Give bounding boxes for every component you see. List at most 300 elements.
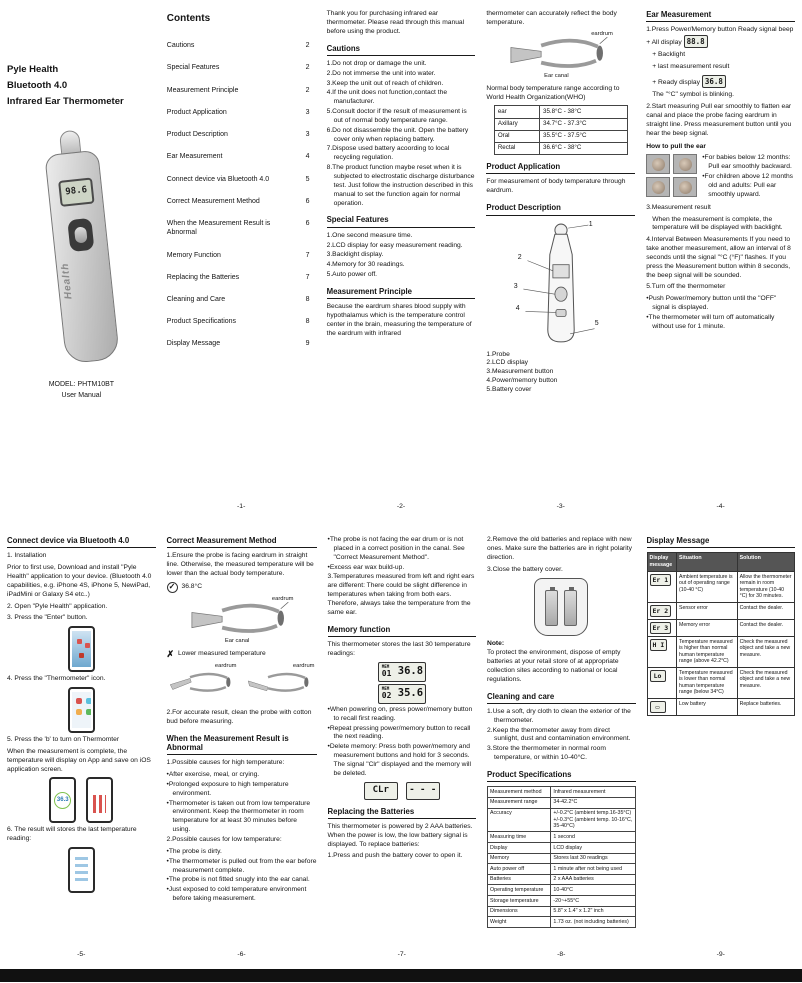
app-screenshot-row — [7, 847, 156, 893]
page-number: -1- — [237, 503, 246, 511]
display-message-row — [647, 619, 795, 636]
contents-title: Contents — [166, 13, 211, 24]
replace-step3-text: 3.Close the battery cover. — [487, 565, 563, 573]
spec-row — [488, 885, 636, 896]
eardrum-label: eardrum — [214, 662, 237, 669]
spec-row — [488, 808, 636, 832]
spec-value: 1 second — [551, 832, 635, 843]
spec-key: Measurement range — [488, 797, 551, 808]
intro-text: Thank you for purchasing infrared ear thermometer. Please read through this manual before using the product. — [326, 10, 465, 35]
spec-row — [488, 896, 636, 907]
step1-backlight: + Backlight — [652, 51, 686, 59]
memory-lcd — [378, 662, 426, 682]
pull-ear-photo — [646, 154, 670, 174]
situation-cell: Temperature measured is lower than normal human temperature range (below 34°C) — [677, 667, 738, 698]
spec-key: Operating temperature — [488, 885, 551, 896]
pull-ear-photos — [646, 154, 697, 200]
measurement-principle-heading: Measurement Principle — [327, 287, 476, 299]
callout-1: 1 — [588, 220, 593, 228]
battery-compartment — [534, 578, 588, 636]
app-chart-screen — [90, 782, 109, 818]
toc-item-label: Product Specifications — [166, 318, 237, 326]
temperature-row — [494, 106, 627, 118]
low-cause-item: • Excess ear wax build-up. — [328, 564, 477, 573]
correct-method-heading: Correct Measurement Method — [167, 536, 317, 548]
page-number: -9- — [716, 951, 725, 959]
replace-intro-text: This thermometer is powered by 2 AAA batteries. When the power is low, the low battery signal is displayed. To replace batteries: — [327, 822, 473, 848]
measurement-site: ear — [494, 106, 539, 118]
high-cause-item: • Prolonged exposure to high temperature environment. — [167, 781, 317, 799]
manual-pages-bottom-row — [7, 536, 795, 960]
special-features-heading: Special Features — [327, 215, 476, 227]
toc-item-label: Replacing the Batteries — [166, 273, 240, 281]
solution-cell: Replace batteries. — [737, 698, 794, 715]
step5-item: • The thermometer will turn off automatically without use for 1 minute. — [646, 314, 795, 332]
model-block — [7, 380, 156, 401]
lcd-error-code: H I — [650, 639, 668, 651]
caution-item: 7.Dispose used battery acoording to local recycling regulation. — [326, 145, 450, 162]
result-store-text: 6. The result will stores the last temperature reading: — [7, 826, 137, 843]
pull-ear-photo — [673, 177, 697, 197]
pull-ear-photo — [646, 177, 670, 197]
display-message-row — [647, 667, 795, 698]
part-item: 5.Battery cover — [486, 385, 532, 393]
parts-list — [486, 351, 635, 395]
memory-value: 36.8 — [397, 664, 424, 677]
lcd-error-code: Er 1 — [650, 574, 672, 586]
spec-key: Accuracy — [488, 808, 551, 832]
col-display-message: Display message — [647, 553, 677, 571]
pull-ear-instruction: • For children above 12 months old and adults: Pull ear smoothly upward. — [702, 173, 795, 200]
toc-item-label: Correct Measurement Method — [166, 197, 260, 205]
col-situation: Situation — [677, 553, 738, 571]
toc-item-label: Display Message — [166, 340, 221, 348]
toc-item-page: 7 — [305, 251, 310, 259]
toc-item — [167, 108, 316, 117]
solution-cell: Allow the thermometer remain in room temperature (10-40 °C) for 30 minutes. — [737, 571, 794, 602]
pull-ear-section — [646, 154, 795, 200]
memory-instructions — [328, 706, 477, 779]
cover-title-line: Pyle Health — [7, 64, 59, 75]
product-application-text: For measurement of body temperature through eardrum. — [486, 178, 626, 195]
cleaning-item: 2.Keep the thermometer away from direct sunlight, dust and contamination environment. — [487, 726, 631, 743]
temperature-range: 35.8°C - 38°C — [540, 106, 628, 118]
ear-canal-label: Ear canal — [544, 73, 569, 80]
pull-ear-photo — [673, 154, 697, 174]
method-step2-text: 2.For accurate result, clean the probe with cotton bud before measuring. — [166, 708, 312, 725]
lower-measured-label: Lower measured temperature — [178, 649, 266, 657]
battery-replacement-diagram — [534, 578, 588, 636]
replace-step2-text: 2.Remove the old batteries and replace with new ones. Make sure the batteries are in right polarity direction. — [487, 536, 632, 561]
page-number: -7- — [397, 951, 406, 959]
toc-item-label: Special Features — [166, 64, 220, 72]
step3-text: When the measurement is complete, the temperature will be displayed with backlight. — [652, 215, 783, 232]
spec-row — [488, 797, 636, 808]
app-enter-screen — [72, 631, 91, 667]
ear-canal-label: Ear canal — [224, 638, 250, 645]
memory-value: 35.6 — [397, 686, 424, 699]
low-cause-item: • The thermometer is pulled out from the ear before measurement complete. — [167, 858, 317, 876]
memory-intro-text: This thermometer stores the last 30 temperature readings: — [327, 640, 471, 657]
toc-item-page: 2 — [305, 64, 310, 72]
page-2 — [327, 10, 476, 512]
display-message-header-row — [647, 553, 795, 571]
measurement-button-photo — [68, 218, 95, 252]
toc-item-label: Cleaning and Care — [166, 296, 226, 303]
scan-edge-bar — [0, 969, 802, 982]
installation-text: Prior to first use, Download and install "Pyle Health" application to your device. (Bluetooth 4.0 capabilities, e.g. iPhone 4S, iPhone 5, NewiPad, iPadMini or Galaxy S4 etc..) — [7, 564, 152, 598]
toc-item — [167, 317, 316, 326]
part-item: 4.Power/memory button — [486, 377, 558, 385]
toc-item-page: 4 — [305, 153, 310, 161]
phone-screenshot-enter — [68, 626, 95, 672]
situation-cell: Low battery — [677, 698, 738, 715]
toc-item-label: Product Description — [166, 131, 228, 139]
solution-cell: Check the measured object and take a new measure. — [737, 636, 794, 667]
app-screenshot-row — [7, 687, 156, 733]
thermometer-body — [45, 150, 121, 364]
product-application-heading: Product Application — [486, 162, 635, 174]
toc-item-label: Ear Measurement — [166, 153, 223, 161]
callout-3: 3 — [513, 282, 518, 290]
app-temperature-value: 36.3 — [54, 792, 71, 809]
spec-key: Batteries — [488, 874, 551, 885]
product-description-heading: Product Description — [486, 203, 635, 215]
principle-text: Because the eardrum shares blood supply with hypothalamus which is the temperature control center in the brain, measuring the temperature of the eardrum with infrared — [326, 303, 472, 337]
abnormal-result-heading: When the Measurement Result is Abnormal — [167, 734, 317, 756]
aaa-battery — [545, 590, 558, 626]
lcd-error-code: Er 2 — [650, 605, 672, 617]
spec-key: Weight — [488, 917, 551, 928]
replacing-batteries-heading: Replacing the Batteries — [328, 807, 477, 819]
toc-item-page: 7 — [305, 273, 310, 281]
spec-row — [488, 864, 636, 875]
cleared-lcd: - - - — [406, 782, 440, 800]
spec-key: Auto power off — [488, 864, 551, 875]
incorrect-position-diagram — [169, 664, 237, 704]
spec-value: 34-42.2°C — [551, 797, 635, 808]
temperature-range: 35.5°C - 37.5°C — [540, 130, 628, 142]
page-5-bluetooth — [7, 536, 156, 960]
toc-item-page: 8 — [305, 318, 310, 326]
thermometer-lcd — [58, 178, 95, 207]
caution-item: 5.Consult doctor if the result of measurement is out of normal body temperature range. — [326, 108, 467, 124]
spec-value: 5.8" x 1.4" x 1.2" inch — [551, 906, 635, 917]
eardrum-diagram — [509, 32, 613, 80]
page-8-care-specs — [487, 536, 636, 960]
pull-ear-instruction: • For babies below 12 months: Pull ear smoothly backward. — [702, 154, 795, 172]
page-number: -5- — [77, 951, 86, 959]
pull-ear-instructions — [702, 154, 795, 200]
toc-item-page: 6 — [305, 220, 310, 228]
cleaning-item: 1.Use a soft, dry cloth to clean the exterior of the thermometer. — [487, 707, 631, 724]
cover-title-line: Infrared Ear Thermometer — [7, 96, 124, 108]
display-message-row — [647, 602, 795, 619]
temperature-row — [494, 130, 627, 142]
toc-item-label: Memory Function — [166, 251, 221, 259]
ear-measurement-heading: Ear Measurement — [646, 10, 795, 22]
spec-row — [488, 906, 636, 917]
step1-ready-display: + Ready display — [652, 79, 700, 87]
principle-continued-text: thermometer can accurately reflect the body temperature. — [486, 10, 617, 26]
feature-item: 3.Backlight display. — [326, 251, 384, 259]
solution-cell: Check the measured object and take a new measure. — [737, 667, 794, 698]
step4-text: 4.Interval Between Measurements If you need to take another measurement, allow an interval of 8 seconds until the signal "°C (°F)" flashes. If you press the Measurement button within 8 seconds, the beep signal will be sounded. — [646, 236, 791, 279]
measurement-site: Axillary — [494, 118, 539, 130]
toc-item — [167, 251, 316, 260]
spec-value: 1 minute after not being used — [551, 864, 635, 875]
feature-item: 2.LCD display for easy measurement reading. — [326, 241, 463, 249]
pull-ear-subheading: How to pull the ear — [646, 142, 707, 150]
spec-value: LCD display — [551, 843, 635, 854]
temperature-row — [494, 118, 627, 130]
spec-row — [488, 843, 636, 854]
situation-cell: Ambient temperature is out of operating range (10-40 °C) — [677, 571, 738, 602]
spec-value: +/-0.2°C (ambient temp.16-35°C) +/-0.3°C (ambient temp. 10-16°C, 35-40°C) — [551, 808, 635, 832]
callout-2: 2 — [517, 253, 522, 261]
enter-button-text: 3. Press the "Enter" button. — [7, 614, 88, 622]
toc-item-page: 3 — [305, 108, 310, 116]
memory-index: 01 — [381, 669, 392, 679]
app-screenshot-row — [7, 626, 156, 672]
page-number: -3- — [556, 503, 565, 511]
power-on-text-2: When the measurement is complete, the temperature will display on App and save on iOS application screen. — [7, 747, 151, 773]
method-step1-text: 1.Ensure the probe is facing eardrum in straight line. Otherwise, the measured temperature will be lower than the actual body temperature. — [166, 552, 314, 578]
toc-item — [167, 63, 316, 72]
low-causes-continued — [328, 536, 477, 572]
display-message-table — [647, 552, 796, 716]
lcd-error-code: Lo — [650, 670, 666, 682]
spec-value: Stores last 30 readings — [551, 853, 635, 864]
page-6-method — [167, 536, 317, 960]
spec-row — [488, 787, 636, 798]
phone-screenshot-history — [68, 847, 95, 893]
page-number: -2- — [396, 503, 406, 511]
solution-cell: Contact the dealer. — [737, 619, 794, 636]
situation-cell: Sensor error — [677, 602, 738, 619]
check-icon: ✓ — [167, 582, 178, 593]
spec-value: 10-40°C — [551, 885, 635, 896]
step5-list — [646, 295, 795, 331]
temperature-row — [494, 142, 627, 154]
lcd-all-segments-icon: 88.8 — [684, 35, 708, 48]
solution-cell: Contact the dealer. — [737, 602, 794, 619]
caution-item: 1.Do not drop or damage the unit. — [326, 59, 427, 67]
toc-item — [167, 219, 316, 237]
low-cause-item: • Just exposed to cold temperature environment before taking measurement. — [167, 886, 317, 904]
left-right-difference-text: 3.Temperatures measured from left and right ears are different: There could be slight difference in temperatures when taking from both ears. Therefore, always take the temperature from the same ear. — [327, 573, 475, 616]
who-temperature-table — [494, 105, 628, 155]
cover-page — [7, 10, 156, 512]
low-cause-item: • The probe is not fitted snugly into the ear canal. — [167, 876, 317, 885]
spec-key: Display — [488, 843, 551, 854]
toc-item-label: Product Application — [166, 108, 227, 116]
memory-function-heading: Memory function — [328, 625, 477, 637]
feature-item: 1.One second measure time. — [326, 231, 413, 239]
col-solution: Solution — [737, 553, 794, 571]
replace-step1-text: 1.Press and push the battery cover to open it. — [327, 852, 463, 860]
aaa-battery — [564, 590, 577, 626]
toc-item — [167, 130, 316, 139]
memory-instruction: • Repeat pressing power/memory button to recall the next reading. — [328, 725, 477, 743]
incorrect-position-diagram — [247, 664, 315, 704]
clear-memory-displays — [328, 782, 477, 800]
spec-value: Infrared measurement — [551, 787, 635, 798]
specifications-table — [487, 786, 636, 928]
installation-title: 1. Installation — [7, 552, 47, 560]
cautions-list — [327, 60, 476, 209]
who-range-text: Normal body temperature range according to World Health Organization(WHO) — [486, 84, 620, 101]
toc-item-page: 5 — [305, 175, 310, 183]
page-number: -6- — [237, 951, 246, 959]
thermometer-outline — [505, 220, 617, 348]
thermometer-lcd-value: 98.6 — [65, 185, 88, 198]
caution-item: 3.Keep the unit out of reach of children. — [326, 79, 444, 87]
phone-screenshot-temperature — [49, 777, 76, 823]
toc-item — [167, 86, 316, 95]
step2-text: 2.Start measuring Pull ear smoothly to flatten ear canal and place the probe facing eardrum in straight line. Press measurement button until you hear the beep signal. — [646, 103, 792, 137]
memory-tag: MEM — [381, 685, 390, 691]
step3-title: 3.Measurement result — [646, 203, 711, 211]
measurement-site: Oral — [494, 130, 539, 142]
caution-item: 2.Do not immerse the unit into water. — [326, 69, 436, 77]
spec-value: -20~+55°C — [551, 896, 635, 907]
toc-item-label: When the Measurement Result is Abnormal — [166, 220, 271, 237]
low-cause-item: • The probe is dirty. — [167, 848, 317, 857]
part-item: 2.LCD display — [486, 359, 529, 367]
spec-key: Measuring time — [488, 832, 551, 843]
spec-key: Measurement method — [488, 787, 551, 798]
toc-item — [167, 295, 316, 304]
display-message-row — [647, 636, 795, 667]
spec-value: 2 x AAA batteries — [551, 874, 635, 885]
correct-temp-row — [167, 582, 317, 593]
toc-item — [167, 273, 316, 282]
memory-instruction: • Delete memory: Press both power/memory and measurement buttons and hold for 3 seconds. The signal "Clr" displayed and the memory will be deleted. — [328, 743, 477, 778]
manual-label: User Manual — [61, 391, 102, 399]
display-message-row — [647, 571, 795, 602]
eardrum-label: eardrum — [292, 662, 315, 669]
power-on-text: 5. Press the 'b' to turn on Thermomter — [7, 736, 120, 744]
toc-item-page: 3 — [305, 131, 310, 139]
memory-tag: MEM — [381, 663, 390, 669]
toc-item — [167, 41, 316, 50]
lcd-ready-icon: 36.8 — [702, 75, 726, 88]
app-temperature-screen — [53, 782, 72, 818]
caution-item: 8.The product function maybe reset when it is subjected to electrostatic discharge disturbance test. Just follow the instruction described in this manual to set the function again for normal operation. — [326, 164, 475, 207]
note-title: Note: — [487, 640, 505, 648]
correct-position-diagram — [190, 597, 294, 645]
contents-page — [167, 10, 316, 512]
callout-4: 4 — [515, 304, 520, 312]
app-history-screen — [72, 852, 91, 888]
page-4 — [646, 10, 795, 512]
app-icons-screen — [72, 692, 91, 728]
memory-lcd-displays — [328, 662, 477, 704]
temperature-range: 34.7°C - 37.3°C — [540, 118, 628, 130]
feature-item: 5.Auto power off. — [326, 271, 378, 279]
high-cause-item: • After exercise, meal, or crying. — [167, 771, 317, 780]
caution-item: 6.Do not disassemble the unit. Open the battery cover only when replacing battery. — [326, 126, 469, 143]
display-message-heading: Display Message — [647, 536, 796, 548]
measurement-site: Rectal — [494, 142, 539, 154]
step1-note: The "°C" symbol is blinking. — [652, 91, 734, 99]
toc-item-page: 2 — [305, 86, 310, 94]
product-specifications-heading: Product Specifications — [487, 770, 636, 782]
step5-title: 5.Turn off the thermometer — [646, 283, 726, 291]
toc-item — [167, 339, 316, 348]
memory-instruction: • When powering on, press power/memory button to recall first reading. — [328, 706, 477, 724]
toc-item-label: Measurement Principle — [166, 86, 239, 94]
open-app-text: 2. Open "Pyle Health" application. — [7, 602, 108, 610]
feature-item: 4.Memory for 30 readings. — [326, 261, 405, 269]
spec-row — [488, 853, 636, 864]
spec-key: Storage temperature — [488, 896, 551, 907]
high-causes-title: 1.Possible causes for high temperature: — [166, 759, 285, 767]
memory-lcd — [378, 684, 426, 704]
lcd-error-code: Er 3 — [650, 622, 672, 634]
toc-item-page: 2 — [305, 42, 310, 50]
low-causes-title: 2.Possible causes for low temperature: — [166, 836, 282, 843]
eardrum-label: eardrum — [591, 30, 613, 37]
cleaning-care-heading: Cleaning and care — [487, 692, 636, 704]
toc-item — [167, 197, 316, 206]
situation-cell: Memory error — [677, 619, 738, 636]
high-cause-item: • Thermometer is taken out from low temperature environment. Keep the thermometer in room temperature for at least 30 minutes before using. — [167, 800, 317, 835]
clr-lcd: CLr — [364, 782, 398, 800]
toc-item-label: Connect device via Bluetooth 4.0 — [166, 175, 270, 183]
phone-screenshot-icons — [68, 687, 95, 733]
step1-text: 1.Press Power/Memory button Ready signal beep + All display — [646, 26, 794, 47]
low-causes-list — [167, 848, 317, 904]
page-9-display-message — [647, 536, 796, 960]
toc-item-page: 9 — [305, 340, 310, 348]
incorrect-temp-row — [167, 650, 317, 659]
cautions-heading: Cautions — [327, 44, 476, 56]
spec-key: Dimensions — [488, 906, 551, 917]
incorrect-position-diagrams — [167, 662, 317, 706]
part-item: 3.Measurement button — [486, 368, 554, 376]
spec-row — [488, 832, 636, 843]
bluetooth-heading: Connect device via Bluetooth 4.0 — [7, 536, 156, 548]
toc-item-page: 8 — [305, 296, 310, 303]
cover-title — [7, 62, 156, 110]
cleaning-item: 3.Store the thermometer in normal room temperature, or within 10-40°C. — [487, 745, 606, 762]
cover-title-line: Bluetooth 4.0 — [7, 80, 68, 92]
cleaning-list — [487, 708, 636, 763]
model-number: MODEL: PHTM10BT — [48, 381, 115, 389]
high-causes-list — [167, 771, 317, 835]
thermometer-product-photo — [37, 128, 125, 365]
display-message-row — [647, 698, 795, 715]
features-list — [327, 232, 476, 280]
note-text: To protect the environment, dispose of empty batteries at your retail store of at appropriate collection sites according to national or local regulations. — [487, 649, 621, 683]
page-3 — [486, 10, 635, 512]
eardrum-label: eardrum — [271, 595, 294, 602]
page-7-memory — [328, 536, 477, 960]
part-item: 1.Probe — [486, 350, 510, 358]
toc-list — [167, 41, 316, 349]
toc-item-label: Cautions — [166, 42, 195, 50]
situation-cell: Temperature measured is higher than normal human temperature range (above 42.2°C) — [677, 636, 738, 667]
low-cause-item: • The probe is not facing the ear drum or is not placed in a correct position in the canal. See "Correct Measurement Method". — [328, 536, 477, 563]
spec-row — [488, 874, 636, 885]
toc-item — [167, 152, 316, 161]
product-description-diagram — [505, 220, 617, 348]
caution-item: 4.If the unit does not function,contact the manufacturer. — [326, 89, 448, 106]
toc-item-page: 6 — [305, 197, 310, 205]
temperature-range: 36.6°C - 38°C — [540, 142, 628, 154]
